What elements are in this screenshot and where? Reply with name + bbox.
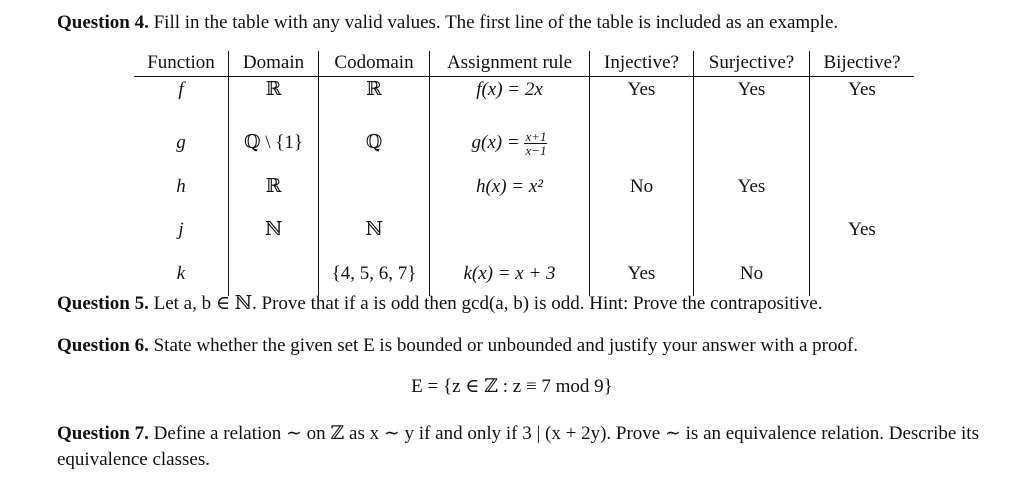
- set-e-equation: E = {z ∈ ℤ : z ≡ 7 mod 9}: [411, 376, 613, 397]
- cell-codomain: ℝ: [319, 77, 430, 122]
- cell-assignment-rule: [430, 122, 590, 166]
- fraction-numerator: x+1: [525, 128, 547, 144]
- cell-function: f: [134, 77, 229, 122]
- header-surjective: Surjective?: [694, 51, 810, 77]
- cell-surjective: [694, 122, 810, 166]
- cell-injective: Yes: [590, 77, 694, 122]
- cell-bijective: [810, 165, 915, 209]
- table-header-row: [134, 51, 914, 77]
- table-row-j: [134, 209, 914, 253]
- header-codomain: Codomain: [319, 51, 430, 77]
- question-7: [57, 421, 988, 473]
- cell-injective: No: [590, 165, 694, 209]
- header-domain: Domain: [229, 51, 319, 77]
- table-row-k: [134, 252, 914, 296]
- cell-bijective: [810, 122, 915, 166]
- header-assignment-rule: Assignment rule: [430, 51, 590, 77]
- cell-domain: ℝ: [229, 165, 319, 209]
- cell-surjective: Yes: [694, 77, 810, 122]
- table-row-f: [134, 77, 914, 122]
- cell-domain: ℚ \ {1}: [229, 122, 319, 166]
- cell-function: j: [134, 209, 229, 253]
- cell-codomain: ℕ: [319, 209, 430, 253]
- question-4-text: Fill in the table with any valid values. The first line of the table is included as an example.: [153, 12, 839, 33]
- fraction-denominator: x−1: [525, 142, 547, 158]
- header-injective: Injective?: [590, 51, 694, 77]
- header-function: Function: [134, 51, 229, 77]
- question-4: [57, 10, 988, 36]
- cell-function: k: [134, 252, 229, 296]
- table-row-g: [134, 122, 914, 166]
- cell-bijective: [810, 252, 915, 296]
- table-row-h: [134, 165, 914, 209]
- g-rule-prefix: g(x) =: [471, 131, 520, 153]
- question-5-text: Let a, b ∈ ℕ. Prove that if a is odd then gcd(a, b) is odd. Hint: Prove the contrapositive.: [153, 293, 823, 314]
- cell-domain: [229, 252, 319, 296]
- cell-domain: ℝ: [229, 77, 319, 122]
- question-5-label: Question 5.: [57, 293, 149, 314]
- cell-surjective: No: [694, 252, 810, 296]
- question-6-text: State whether the given set E is bounded or unbounded and justify your answer with a proof.: [153, 335, 859, 356]
- header-bijective: Bijective?: [810, 51, 915, 77]
- question-7-label: Question 7.: [57, 423, 149, 444]
- cell-assignment-rule: k(x) = x + 3: [430, 252, 590, 296]
- cell-surjective: [694, 209, 810, 253]
- cell-injective: [590, 209, 694, 253]
- cell-assignment-rule: h(x) = x²: [430, 165, 590, 209]
- cell-surjective: Yes: [694, 165, 810, 209]
- cell-codomain: ℚ: [319, 122, 430, 166]
- cell-bijective: Yes: [848, 219, 876, 241]
- cell-domain: ℕ: [229, 209, 319, 253]
- cell-injective: [590, 122, 694, 166]
- question-5: [57, 291, 988, 317]
- cell-codomain: {4, 5, 6, 7}: [319, 252, 430, 296]
- question-6-label: Question 6.: [57, 335, 149, 356]
- cell-bijective: Yes: [848, 79, 876, 100]
- cell-assignment-rule: [430, 209, 590, 253]
- g-rule-fraction: [524, 130, 547, 157]
- cell-injective: Yes: [590, 252, 694, 296]
- question-4-label: Question 4.: [57, 12, 149, 33]
- function-table: [134, 51, 914, 296]
- cell-codomain: [319, 165, 430, 209]
- cell-function: g: [134, 122, 229, 166]
- question-7-text: Define a relation ∼ on ℤ as x ∼ y if and only if 3 | (x + 2y). Prove ∼ is an equivalence relation. Describe its equivalence classes.: [57, 423, 979, 470]
- cell-function: h: [134, 165, 229, 209]
- cell-assignment-rule: f(x) = 2x: [430, 77, 590, 122]
- question-6: [57, 333, 988, 359]
